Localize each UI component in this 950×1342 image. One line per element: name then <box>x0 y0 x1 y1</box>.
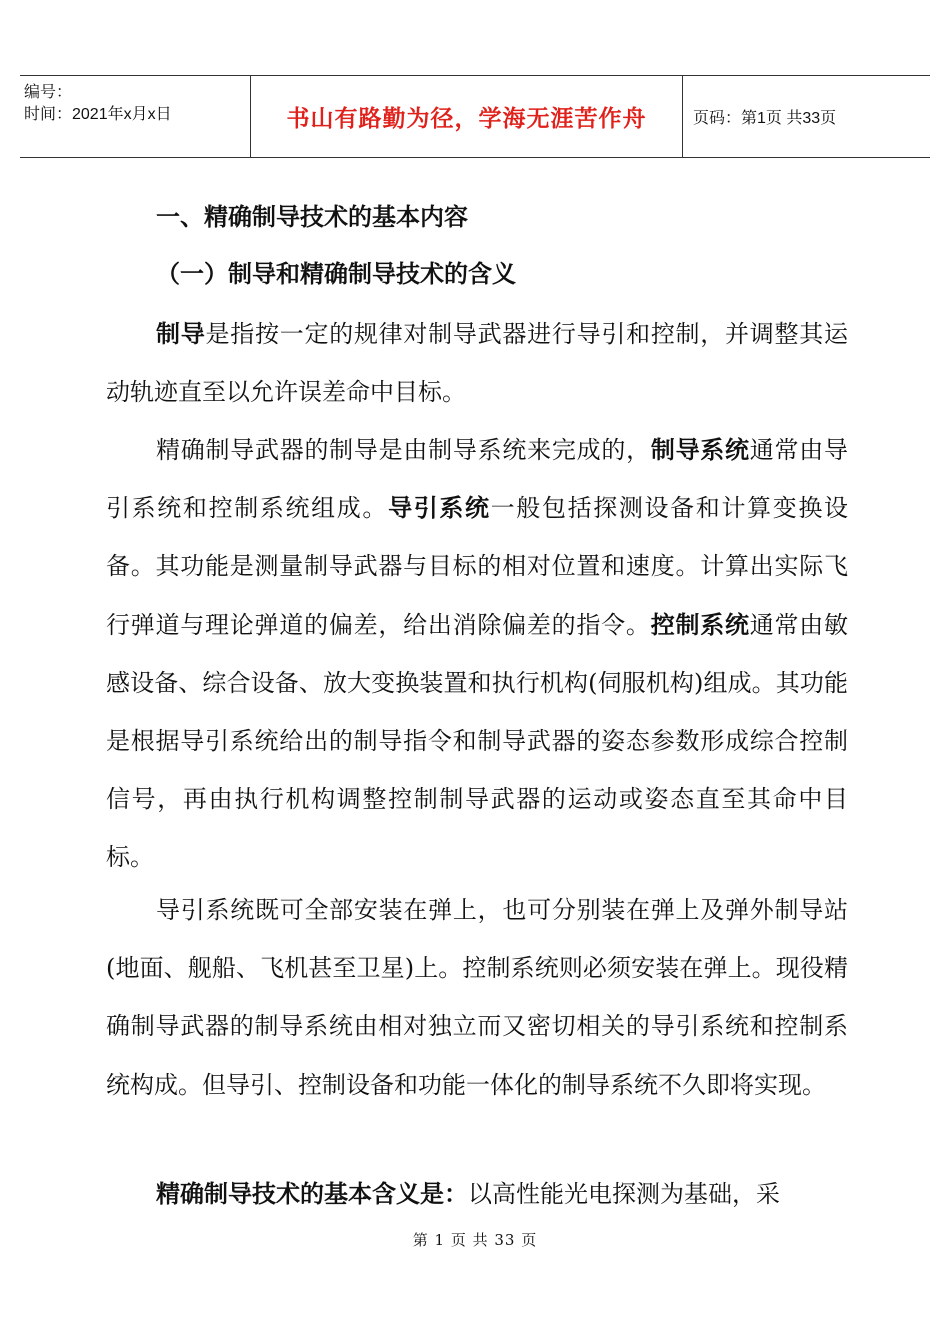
header-motto: 书山有路勤为径，学海无涯苦作舟 <box>251 76 683 157</box>
term-guidance: 制导 <box>156 320 206 348</box>
paragraph-text: 一般包括探测设备和计算变换设备。其功能是测量制导武器与目标的相对位置和速度。计算出实际飞行弹道与理论弹道的偏差，给出消除偏差的指令。 <box>106 494 849 639</box>
paragraph-text: 以高性能光电探测为基础，采 <box>468 1180 780 1208</box>
subsection-heading: （一）制导和精确制导技术的含义 <box>156 260 516 288</box>
paragraph-basic-meaning <box>106 1165 848 1223</box>
header-meta <box>20 76 251 157</box>
paragraph-guidance-system <box>106 421 848 887</box>
paragraph-text: 通常由敏感设备、综合设备、放大变换装置和执行机构(伺服机构)组成。其功能是根据导引系统给出的制导指令和制导武器的姿态参数形成综合控制信号，再由执行机构调整控制制导武器的运动或姿态直至其命中目标。 <box>106 610 849 872</box>
number-label: 编号： <box>24 84 73 101</box>
term-guidance-system: 制导系统 <box>650 436 750 464</box>
term-control-system: 控制系统 <box>650 610 750 639</box>
paragraph-guidance-definition <box>106 305 848 421</box>
time-label: 时间：2021年x月x日 <box>24 106 172 123</box>
page-footer: 第 1 页 共 33 页 <box>412 1231 538 1249</box>
paragraph-text: 通常由导引系统和控制系统组成。 <box>106 436 849 523</box>
header-page-info: 页码：第1页 共33页 <box>693 110 837 127</box>
paragraph-text: 精确制导武器的制导是由制导系统来完成的， <box>156 436 651 464</box>
document-header <box>20 75 930 158</box>
term-basic-meaning: 精确制导技术的基本含义是： <box>156 1180 468 1208</box>
section-heading: 一、精确制导技术的基本内容 <box>156 203 468 231</box>
paragraph-system-installation <box>106 881 848 1114</box>
term-homing-system: 导引系统 <box>388 494 491 523</box>
paragraph-text: 是指按一定的规律对制导武器进行导引和控制，并调整其运动轨迹直至以允许误差命中目标。 <box>106 320 849 407</box>
paragraph-text: 导引系统既可全部安装在弹上，也可分别装在弹上及弹外制导站(地面、舰船、飞机甚至卫星)上。控制系统则必须安装在弹上。现役精确制导武器的制导系统由相对独立而又密切相关的导引系统和控制系统构成。但导引、控制设备和功能一体化的制导系统不久即将实现。 <box>106 896 848 1099</box>
